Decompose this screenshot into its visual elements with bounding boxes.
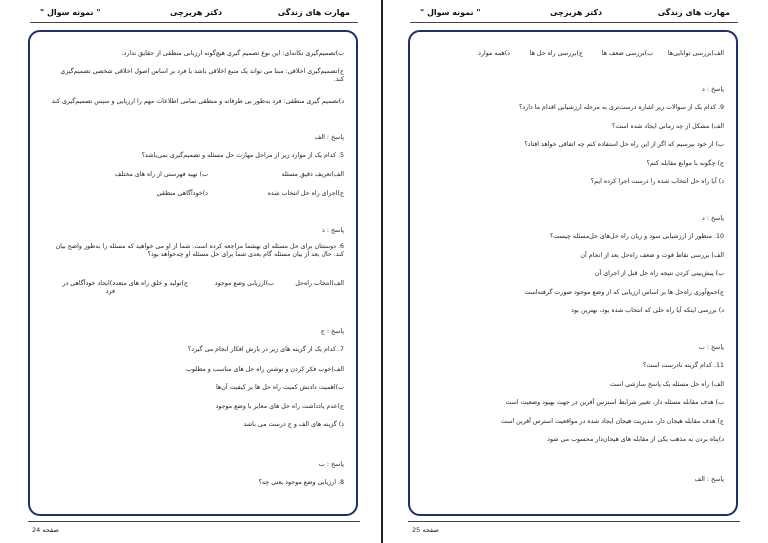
answer-line: پاسخ : د [702,86,724,93]
option-line: د)تصمیم گیری منطقی: فرد به‌طور بی طرفانه و منطقی تمامی اطلاعات مهم را ارزیابی و سپس تصمیم‌گیری کند [51,98,344,105]
question-5: 5. کدام یک از موارد زیر از مراحل مهارت حل مسئله و تصمیم‌گیری نمی‌باشد؟ [141,152,344,159]
q8-option-d: د)همه موارد [478,50,510,57]
option-line: الف)خوب فکر کردن و نوشتن راه حل های مناسب و مطلوب [185,366,344,373]
header-series: " نمونه سوال " [40,8,101,17]
page-header [410,6,738,22]
left-page [10,0,378,543]
option-line: د) آیا راه حل انتخاب شده را درست اجرا کرده ایم؟ [590,178,724,185]
question-11: 11. کدام گزینه نادرست است؟ [642,362,724,369]
question-10: 10. منظور از ارزشیابی سود و زیان راه حل‌های حل‌مسئله چیست؟ [549,233,724,240]
q8-option-b: ب)بررسی ضعف ها [601,50,653,57]
answer-line: پاسخ : الف [314,134,344,141]
option-line: الف) بررسی نقاط قوت و ضعف راه‌حل بعد از انجام آن [580,252,724,259]
q6-option-a: الف)انتخاب راه‌حل [295,280,344,287]
page-number: صفحه 25 [412,526,439,534]
option-line: الف) مشکل از چه زمانی ایجاد شده است؟ [611,123,724,130]
q5-option-a: الف)تعریف دقیق مسئله [281,171,344,178]
question-8: 8. ارزیابی وضع موجود یعنی چه؟ [258,479,344,486]
footer-rule [28,521,360,522]
page-gutter [381,0,383,543]
header-author: دکتر هریزچی [170,8,223,17]
option-line: ج) چگونه با موانع مقابله کنم؟ [646,160,724,167]
option-line: ج)عدم یادداشت راه حل های مغایر با وضع موجود [215,403,344,410]
answer-line: پاسخ : د [702,215,724,222]
header-subject: مهارت های زندگی [657,8,730,17]
header-subject: مهارت های زندگی [277,8,350,17]
q6-option-c: ج)تولید و خلق راه های متعدد [112,280,188,287]
header-series: " نمونه سوال " [420,8,481,17]
q5-option-b: ب) تهیه فهرستی از راه های مختلف [114,171,208,178]
answer-line: پاسخ : ب [698,344,724,351]
answer-line: پاسخ : د [322,227,344,234]
q8-option-a: الف)بررسی توانایی‌ها [667,50,724,57]
header-author: دکتر هریزچی [550,8,603,17]
right-page [390,0,758,543]
q5-option-c: ج)اجرای راه حل انتخاب شده [267,190,344,197]
option-line: د)پناه بردن به مذهب یکی از مقابله های هیجان‌دار محسوب می شود [547,436,724,443]
footer-rule [408,521,740,522]
option-line: ب)تصمیم‌گیری تکانه‌ای: این نوع تصمیم گیری هیچ‌گونه ارزیابی منطقی از حقایق ندارد. [121,50,344,57]
option-line: د) بررسی اینکه آیا راه حلی که انتخاب شده بود، بهترین بود [571,307,724,314]
header-divider [410,22,738,23]
answer-line: پاسخ : ب [318,461,344,468]
option-line: ج)تصمیم‌گیری اخلاقی: مبنا می تواند یک منبع اخلاقی باشد یا فرد بر اساس اصول اخلاقی شخصی تصمیم‌گیری کند. [60,68,344,83]
q6-option-b: ب)ارزیابی وضع موجود [214,280,274,287]
answer-line: پاسخ : ج [320,328,344,335]
header-divider [30,22,358,23]
q8-option-c: ج)بررسی راه حل ها [529,50,583,57]
q5-option-d: د)خودآگاهی منطقی [156,190,208,197]
option-line: ج) هدف مقابله هیجان دار، مدیریت هیجان ایجاد شده در مواقعیت استرس آفرین است [500,418,724,425]
option-line: ب) پیش‌بینی کردن نتیجه راه حل قبل از اجرای آن [594,270,724,277]
question-7: 7. کدام یک از گزینه های زیر در بارش افکار انجام می گیرد؟ [187,346,344,353]
q6-option-d: د)ایجاد خودآگاهی در فرد [62,280,115,295]
question-9: 9. کدام یک از سوالات زیر اشاره درست‌تری به مرحله ارزشیابی اقدام ما دارد؟ [519,104,724,111]
option-line: الف) راه حل مسئله یک پاسخ سازشی است [609,381,724,388]
option-line: ب)اهمیت دادنش کمیت راه حل ها بر کیفیت آن‌ها [215,384,344,391]
option-line: د) گزینه های الف و ج درست می باشد [243,421,344,428]
page-number: صفحه 24 [32,526,59,534]
answer-line: پاسخ : الف [694,476,724,483]
option-line: ب) هدف مقابله مسئله دار، تغییر شرایط استرس آفرین در جهت بهبود وضعیت است [505,399,724,406]
page-header [30,6,358,22]
option-line: ج)جمع‌آوری راه‌حل ها بر اساس ارزیابی که از وضع موجود صورت گرفته‌است [524,289,724,296]
option-line: ب) از خود بپرسیم که اگر از این راه حل استفاده کنم چه اتفاقی خواهد افتاد؟ [524,141,724,148]
question-6: 6. دوستتان برای حل مسئله ای بهشما مراجعه کرده است. شما از او می خواهید که مسئله را به‌طور واضح بیان کند. حال بعد از بیان مسئله گام بعدی شما برای حل مسئله او چه‌خواهد بود؟ [55,243,344,258]
